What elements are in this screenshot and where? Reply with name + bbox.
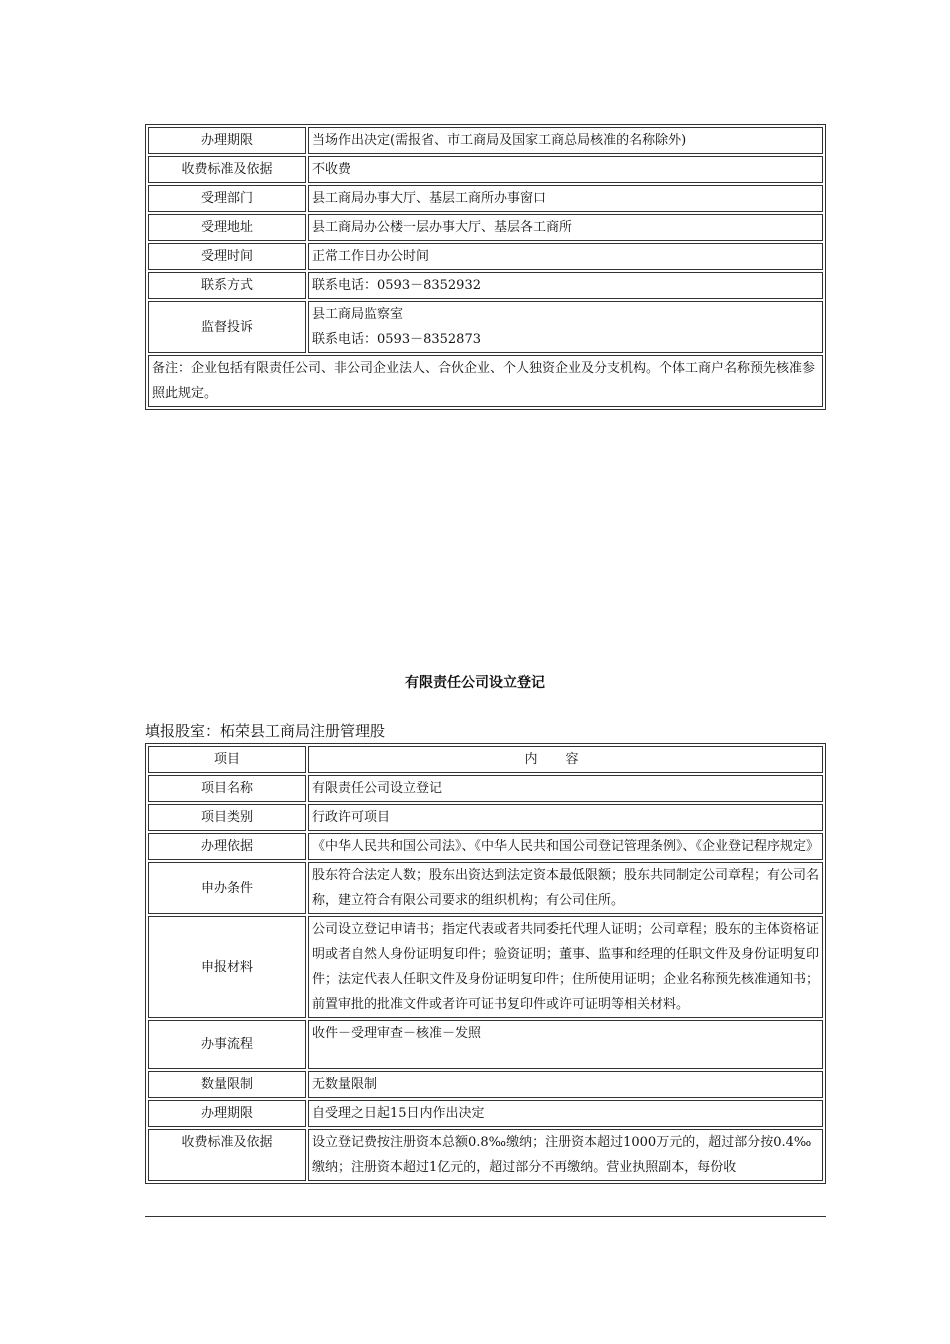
table-row: [148, 272, 823, 299]
row-value: 《中华人民共和国公司法》、《中华人民共和国公司登记管理条例》、《企业登记程序规定》: [308, 833, 823, 860]
row-label: 办事流程: [148, 1020, 306, 1069]
header-content-label: 内容: [524, 752, 607, 767]
row-value: 不收费: [308, 156, 823, 183]
row-label: 受理地址: [148, 214, 306, 241]
table-row: [148, 127, 823, 154]
table-row: [148, 775, 823, 802]
row-value: 联系电话：0593－8352932: [308, 272, 823, 299]
table-header-row: [148, 746, 823, 773]
row-label: 办理期限: [148, 1100, 306, 1127]
row-value: 自受理之日起15日内作出决定: [308, 1100, 823, 1127]
row-label: 项目类别: [148, 804, 306, 831]
header-content: [308, 746, 823, 773]
table-row: [148, 1129, 823, 1181]
service-info-table: [145, 124, 826, 410]
table-row: [148, 804, 823, 831]
table-row: [148, 301, 823, 353]
table-row: [148, 185, 823, 212]
row-value: 公司设立登记申请书；指定代表或者共同委托代理人证明；公司章程；股东的主体资格证明或者自然人身份证明复印件；验资证明；董事、监事和经理的任职文件及身份证明复印件；法定代表人任职文件及身份证明复印件；住所使用证明；企业名称预先核准通知书；前置审批的批准文件或者许可证书复印件或许可证明等相关材料。: [308, 916, 823, 1018]
department-line: 填报股室：柘荣县工商局注册管理股: [145, 722, 386, 740]
section-title: 有限责任公司设立登记: [405, 675, 545, 691]
row-label: 受理部门: [148, 185, 306, 212]
row-label: 受理时间: [148, 243, 306, 270]
table-row: [148, 1100, 823, 1127]
row-value: 股东符合法定人数；股东出资达到法定资本最低限额；股东共同制定公司章程；有公司名称，建立符合有限公司要求的组织机构；有公司住所。: [308, 862, 823, 914]
row-label: 收费标准及依据: [148, 156, 306, 183]
row-value: 县工商局监察室 联系电话：0593－8352873: [308, 301, 823, 353]
row-value: 无数量限制: [308, 1071, 823, 1098]
row-value: 有限责任公司设立登记: [308, 775, 823, 802]
table-row: [148, 243, 823, 270]
table-row: [148, 833, 823, 860]
table-row-note: [148, 355, 823, 407]
row-label: 联系方式: [148, 272, 306, 299]
header-item: 项目: [148, 746, 306, 773]
row-label: 申报材料: [148, 916, 306, 1018]
row-value: 当场作出决定(需报省、市工商局及国家工商总局核准的名称除外): [308, 127, 823, 154]
row-label: 办理依据: [148, 833, 306, 860]
row-value: 收件－受理审查－核准－发照: [308, 1020, 823, 1069]
table-bottom-border: [145, 1216, 826, 1217]
row-value: 设立登记费按注册资本总额0.8‰缴纳；注册资本超过1000万元的，超过部分按0.4‰缴纳；注册资本超过1亿元的，超过部分不再缴纳。营业执照副本，每份收: [308, 1129, 823, 1181]
registration-table: [145, 743, 826, 1184]
row-label: 办理期限: [148, 127, 306, 154]
table-row: [148, 1071, 823, 1098]
table-row: [148, 862, 823, 914]
row-label: 申办条件: [148, 862, 306, 914]
note-text: 备注：企业包括有限责任公司、非公司企业法人、合伙企业、个人独资企业及分支机构。个体工商户名称预先核准参照此规定。: [148, 355, 823, 407]
row-label: 数量限制: [148, 1071, 306, 1098]
table-row: [148, 156, 823, 183]
table-row: [148, 214, 823, 241]
row-value: 县工商局办公楼一层办事大厅、基层各工商所: [308, 214, 823, 241]
page-bottom-cutoff: [0, 1221, 950, 1344]
row-value: 正常工作日办公时间: [308, 243, 823, 270]
table-row: [148, 1020, 823, 1069]
row-label: 项目名称: [148, 775, 306, 802]
row-label: 收费标准及依据: [148, 1129, 306, 1181]
row-value: 县工商局办事大厅、基层工商所办事窗口: [308, 185, 823, 212]
table-row: [148, 916, 823, 1018]
row-value: 行政许可项目: [308, 804, 823, 831]
row-label: 监督投诉: [148, 301, 306, 353]
